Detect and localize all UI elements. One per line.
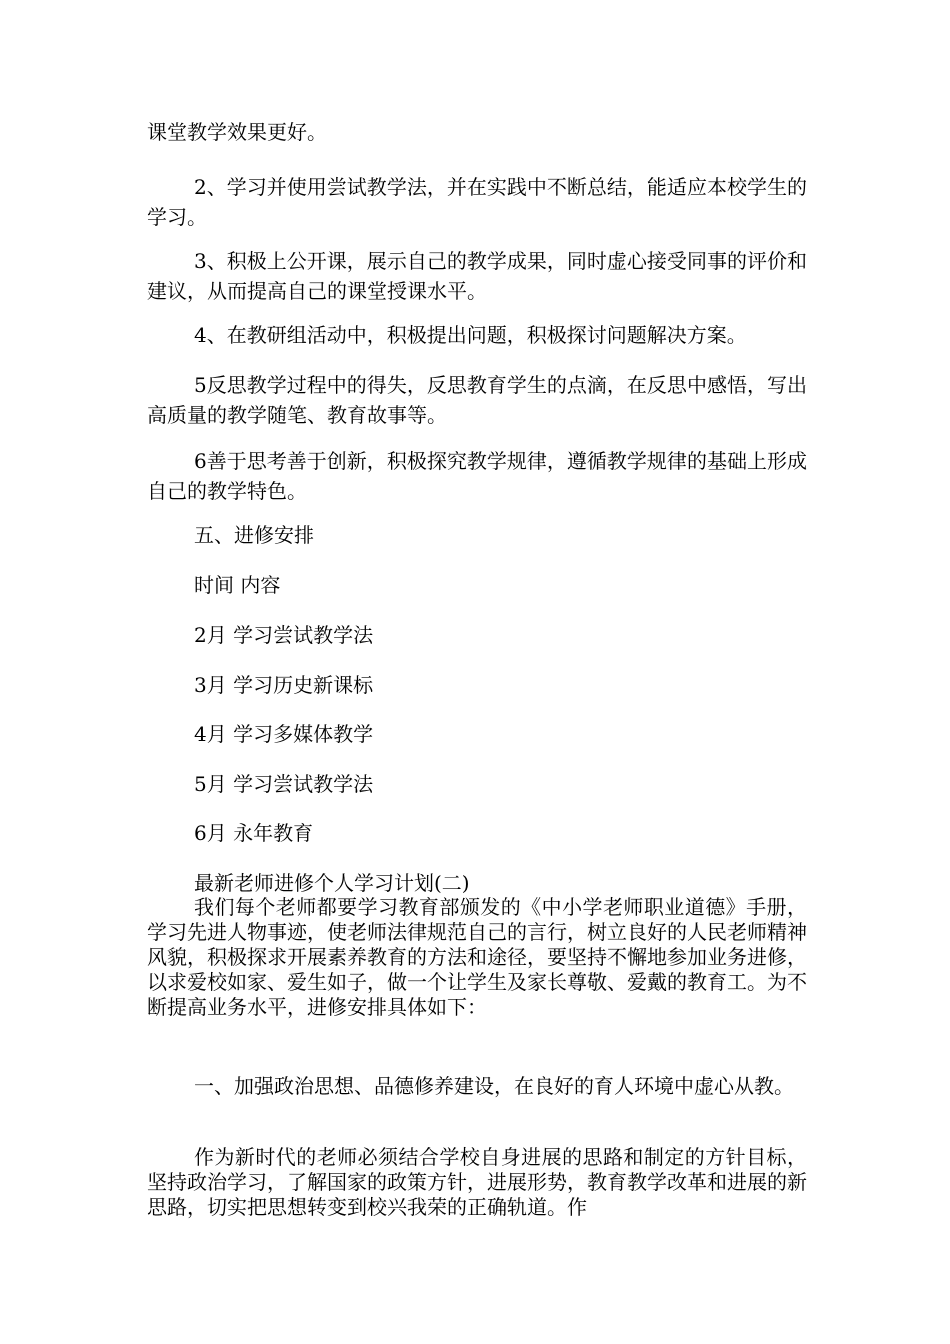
schedule-row: 5月 学习尝试教学法 [194,772,374,796]
section-heading-schedule: 五、进修安排 [194,523,314,547]
paragraph-item-4: 4、在教研组活动中，积极提出问题，积极探讨问题解决方案。 [194,323,747,347]
paragraph-section-one: 一、加强政治思想、品德修养建设，在良好的育人环境中虚心从教。 [194,1074,794,1098]
section-title-plan-two: 最新老师进修个人学习计划(二) [194,871,470,895]
paragraph-item-5: 5反思教学过程中的得失，反思教育学生的点滴，在反思中感悟，写出高质量的教学随笔、教育故事等。 [147,373,807,427]
schedule-header: 时间 内容 [194,573,281,597]
paragraph-body: 作为新时代的老师必须结合学校自身进展的思路和制定的方针目标，坚持政治学习，了解国家的政策方针，进展形势，教育教学改革和进展的新思路，切实把思想转变到校兴我荣的正确轨道。作 [147,1145,807,1219]
paragraph-item-2: 2、学习并使用尝试教学法，并在实践中不断总结，能适应本校学生的学习。 [147,175,807,229]
paragraph-item-3: 3、积极上公开课，展示自己的教学成果，同时虚心接受同事的评价和建议，从而提高自己的课堂授课水平。 [147,249,807,303]
paragraph-continuation: 课堂教学效果更好。 [147,120,327,144]
schedule-row: 2月 学习尝试教学法 [194,623,374,647]
schedule-row: 6月 永年教育 [194,821,314,845]
paragraph-intro: 我们每个老师都要学习教育部颁发的《中小学老师职业道德》手册，学习先进人物事迹，使老师法律规范自己的言行，树立良好的人民老师精神风貌，积极探求开展素养教育的方法和途径，要坚持不懈地参加业务进修，以求爱校如家、爱生如子，做一个让学生及家长尊敬、爱戴的教育工。为不断提高业务水平，进修安排具体如下： [147,895,807,1019]
paragraph-item-6: 6善于思考善于创新，积极探究教学规律，遵循教学规律的基础上形成自己的教学特色。 [147,449,807,503]
schedule-row: 3月 学习历史新课标 [194,673,374,697]
schedule-row: 4月 学习多媒体教学 [194,722,374,746]
